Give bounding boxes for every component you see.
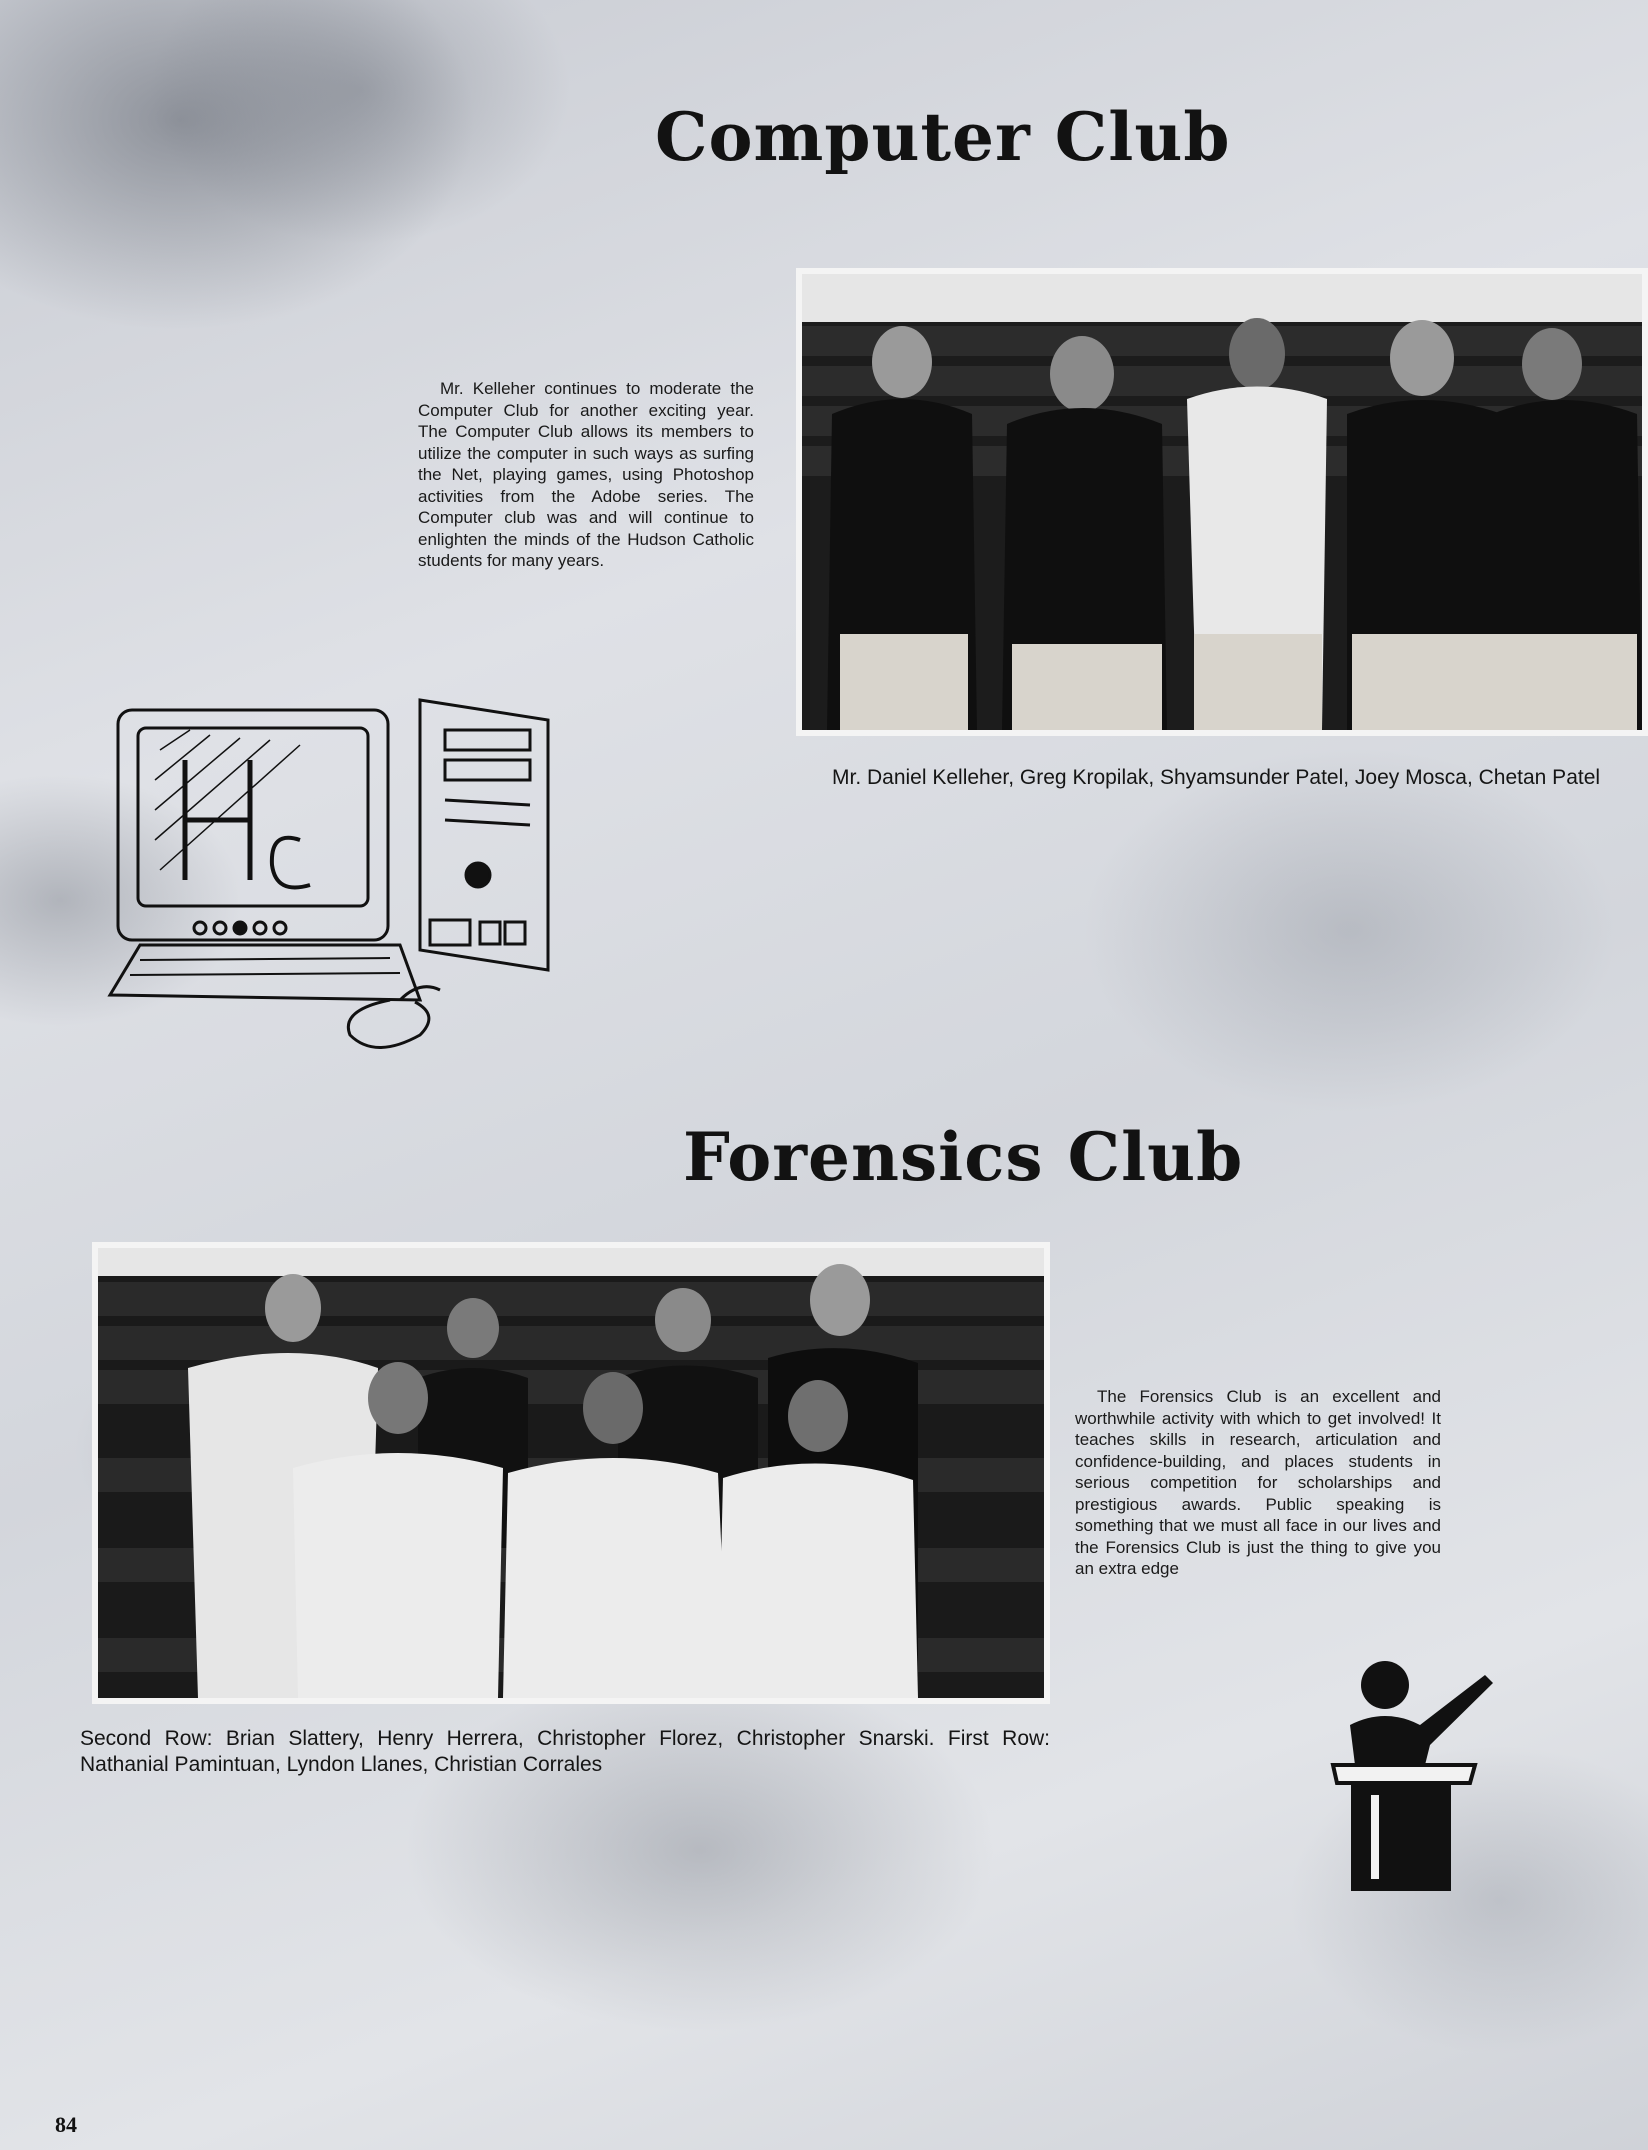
- forensics-club-caption: Second Row: Brian Slattery, Henry Herrera, Christopher Florez, Christopher Snarski. First Row: Nathanial Pamintuan, Lyndon Llanes, Christian Corrales: [80, 1727, 1050, 1776]
- speaker-podium-icon: [1325, 1655, 1515, 1895]
- computer-club-title: Computer Club: [655, 98, 1231, 176]
- computer-club-photo: [796, 268, 1648, 736]
- page-number: 84: [55, 2112, 77, 2137]
- forensics-club-photo: [92, 1242, 1050, 1704]
- forensics-club-description: The Forensics Club is an excellent and worthwhile activity with which to get involved! It teaches skills in research, articulation and confidence-building, and places students in serious competition for scholarships and prestigious awards. Public speaking is something that we must all face in our lives and the Forensics Club is just the thing to give you an extra edge: [1075, 1387, 1441, 1578]
- computer-sketch-icon: [100, 690, 550, 1060]
- forensics-club-title: Forensics Club: [683, 1118, 1244, 1196]
- computer-club-description: Mr. Kelleher continues to moderate the Computer Club for another exciting year. The Computer Club allows its members to utilize the computer in such ways as surfing the Net, playing games, using Photoshop activities from the Adobe series. The Computer club was and will continue to enlighten the minds of the Hudson Catholic students for many years.: [418, 379, 754, 570]
- computer-club-caption: Mr. Daniel Kelleher, Greg Kropilak, Shyamsunder Patel, Joey Mosca, Chetan Patel: [832, 766, 1601, 789]
